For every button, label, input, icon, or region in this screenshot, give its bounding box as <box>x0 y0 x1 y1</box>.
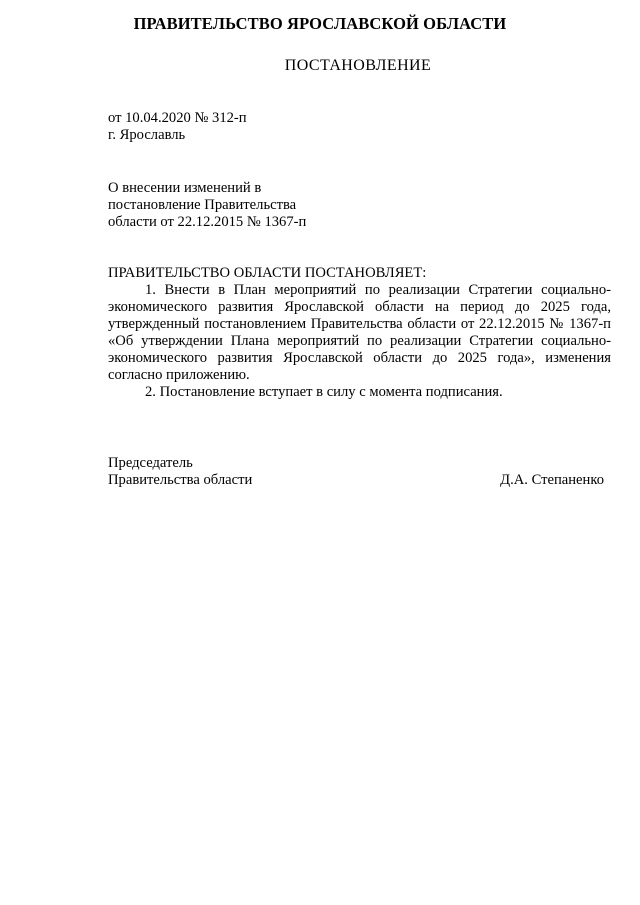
signature-row <box>108 472 604 489</box>
document-type: ПОСТАНОВЛЕНИЕ <box>284 57 432 74</box>
signer-position-line-1: Председатель <box>108 455 193 471</box>
signature-block <box>108 455 604 489</box>
decree-body <box>108 265 611 401</box>
signer-name: Д.А. Степаненко <box>500 472 604 488</box>
document-meta <box>108 110 247 144</box>
decree-item-1: 1. Внести в План мероприятий по реализации Стратегии социально-экономического развития Ярославской области на период до 2025 года, утвержденный постановлением Правительства области от 22.12.2015 № 1367-п «Об утверждении Плана мероприятий по реализации Стратегии социально-экономического развития Ярославской области до 2025 года», изменения согласно приложению. <box>108 282 611 383</box>
subject-line-2: постановление Правительства <box>108 197 297 213</box>
decree-item-2: 2. Постановление вступает в силу с момента подписания. <box>145 384 503 400</box>
signer-position-line-2: Правительства области <box>108 472 253 488</box>
subject-line-3: области от 22.12.2015 № 1367-п <box>108 214 307 230</box>
subject-line-1: О внесении изменений в <box>108 180 262 196</box>
resolves-heading: ПРАВИТЕЛЬСТВО ОБЛАСТИ ПОСТАНОВЛЯЕТ: <box>108 265 427 281</box>
city: г. Ярославль <box>108 127 186 143</box>
government-title: ПРАВИТЕЛЬСТВО ЯРОСЛАВСКОЙ ОБЛАСТИ <box>133 14 507 33</box>
date-number: от 10.04.2020 № 312-п <box>108 110 247 126</box>
document-subject <box>108 180 306 231</box>
